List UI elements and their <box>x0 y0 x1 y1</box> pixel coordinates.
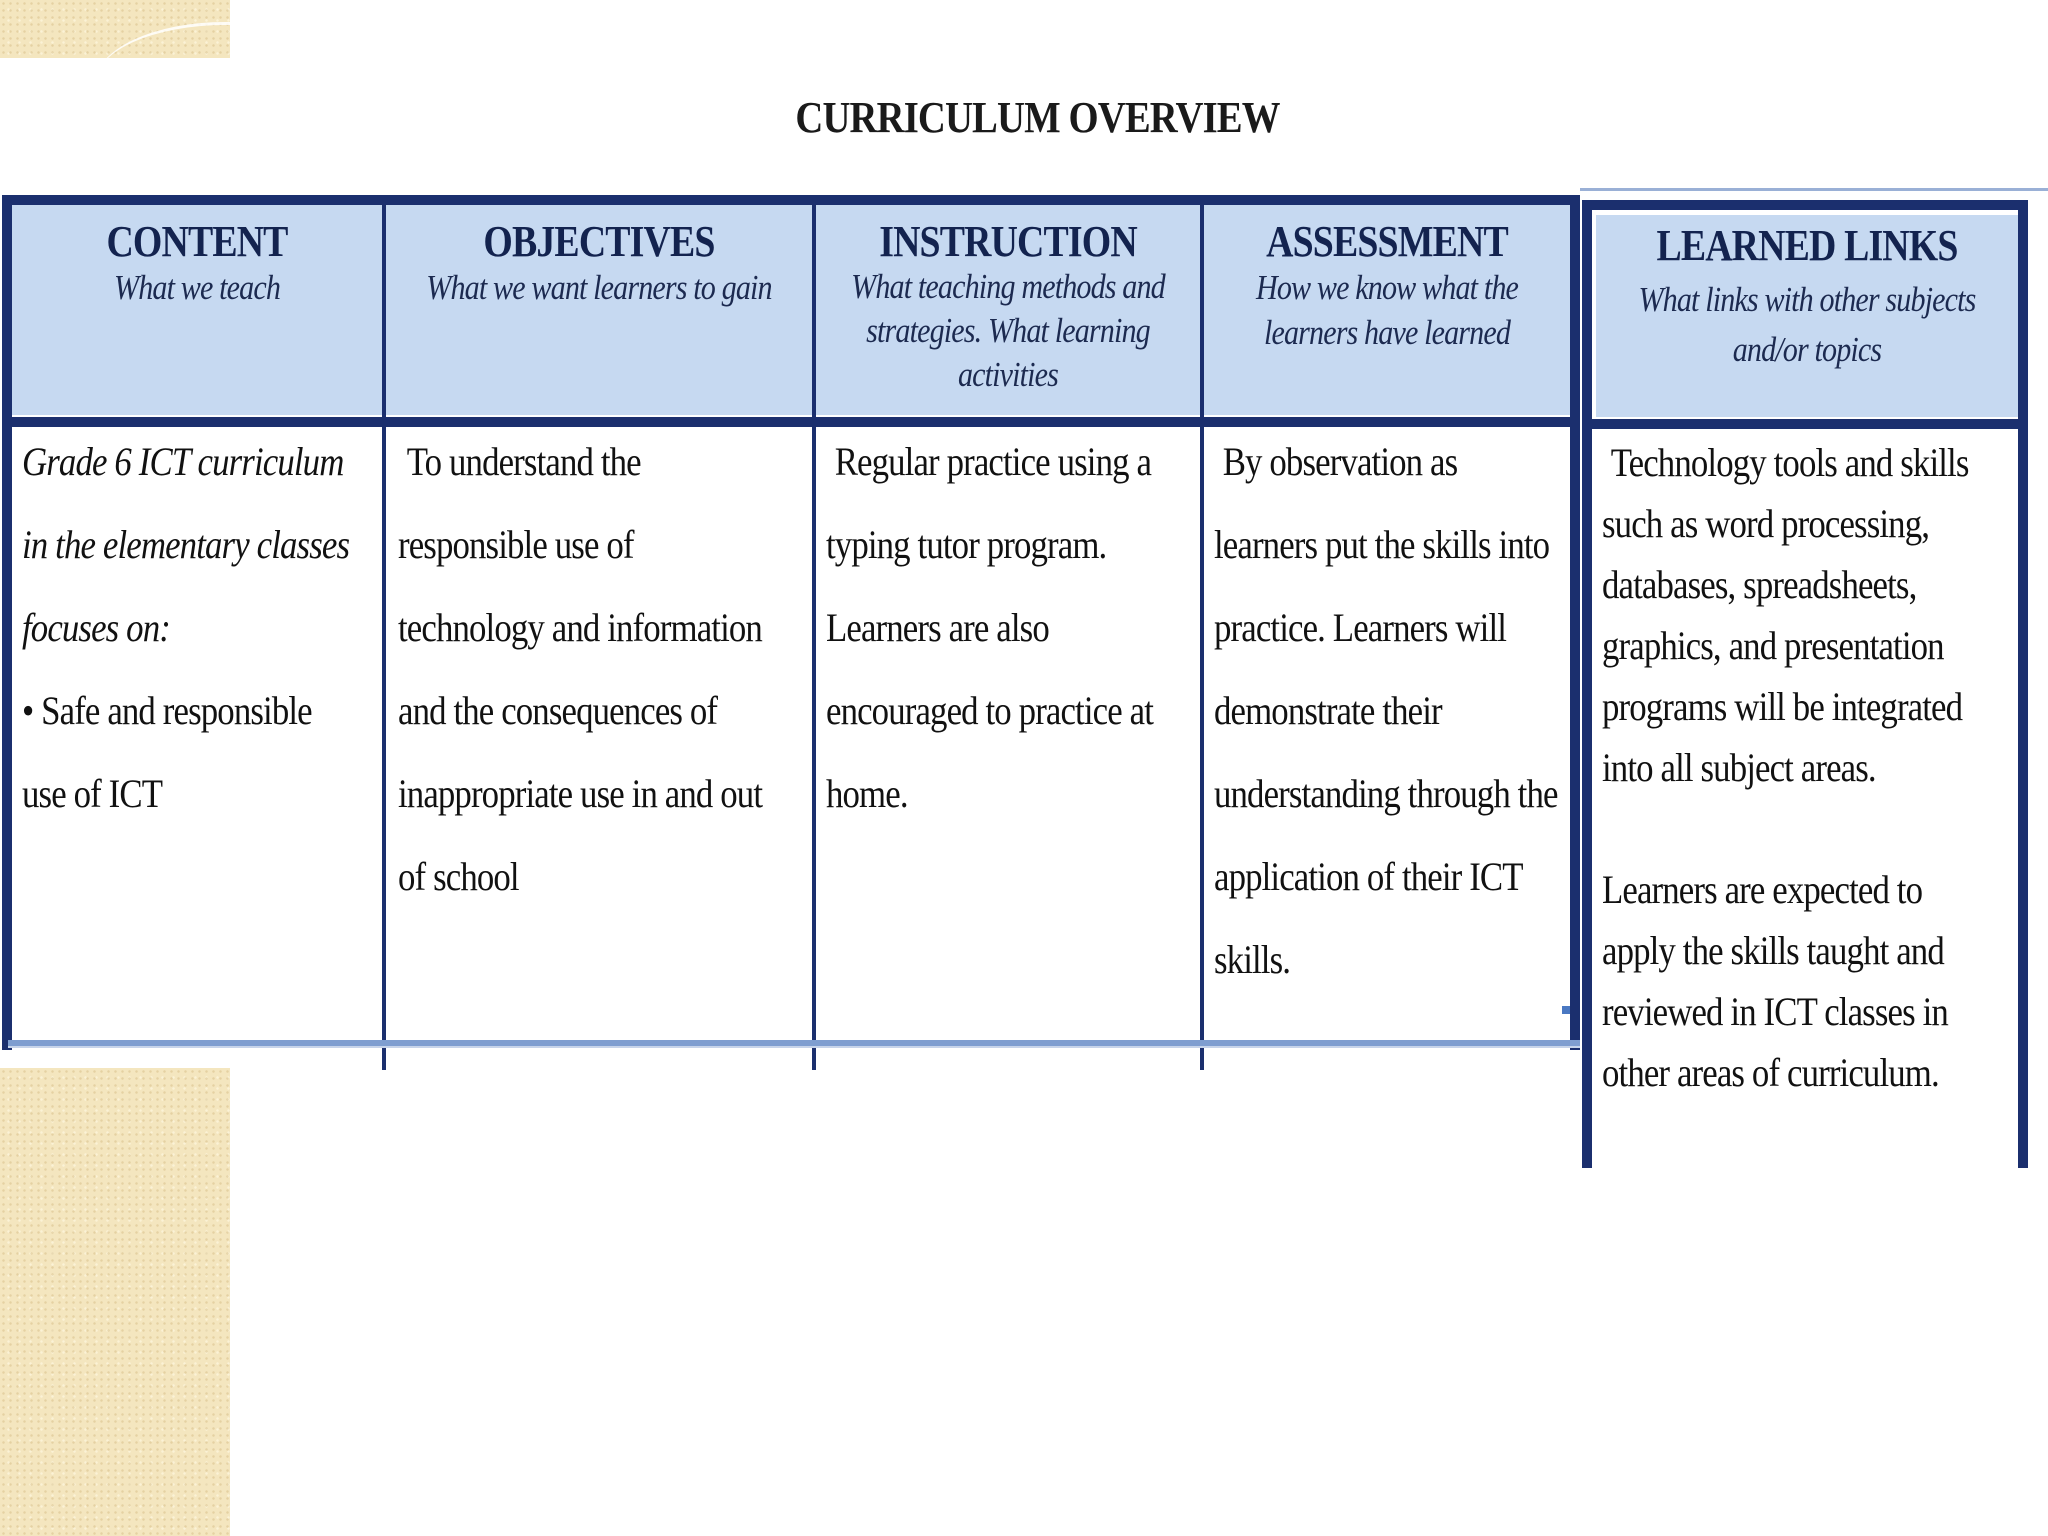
paragraph-gap <box>1602 798 2002 859</box>
table-corner-mark <box>1562 1006 1570 1014</box>
header-objectives <box>386 205 812 415</box>
header-objectives-title: OBJECTIVES <box>483 217 715 266</box>
cell-assessment-text: By observation as learners put the skills into practice. Learners will demonstrate their understanding through the application of their ICT skills. <box>1214 439 1558 982</box>
links-header-separator <box>1592 419 2020 429</box>
cell-learned-links-p1: Technology tools and skills such as word processing, databases, spreadsheets, graphics, and presentation programs will be integrated into all subject areas. <box>1602 440 1969 790</box>
header-instruction-subtitle: What teaching methods and strategies. What learning activities <box>851 267 1165 394</box>
header-assessment-subtitle: How we know what the learners have learned <box>1255 268 1519 352</box>
cell-content-bullet: • Safe and responsible use of ICT <box>22 688 312 816</box>
header-learned-links <box>1596 215 2018 417</box>
slide-title: CURRICULUM OVERVIEW <box>795 93 1280 142</box>
cell-objectives <box>398 420 778 918</box>
header-instruction <box>816 205 1200 415</box>
links-column-top-rule <box>1580 188 2048 191</box>
divider-2 <box>812 205 816 1070</box>
header-learned-links-title: LEARNED LINKS <box>1656 221 1958 270</box>
parchment-corner-decoration <box>0 0 230 58</box>
header-content <box>12 205 382 415</box>
cell-content <box>22 420 362 835</box>
cell-assessment <box>1214 420 1566 1001</box>
divider-3 <box>1200 205 1204 1070</box>
cell-instruction-text: Regular practice using a typing tutor program. Learners are also encouraged to practice at home. <box>826 439 1154 816</box>
cell-content-intro: Grade 6 ICT curriculum in the elementary classes focuses on: <box>22 439 350 650</box>
header-instruction-title: INSTRUCTION <box>879 217 1137 266</box>
parchment-side-decoration <box>0 1068 230 1536</box>
header-assessment <box>1204 205 1570 415</box>
swoosh-decoration <box>95 22 230 58</box>
divider-1 <box>382 205 386 1070</box>
header-content-title: CONTENT <box>106 217 288 266</box>
cell-learned-links-p2: Learners are expected to apply the skills taught and reviewed in ICT classes in other areas of curriculum. <box>1602 867 1948 1095</box>
cell-learned-links <box>1602 432 2002 1103</box>
header-objectives-subtitle: What we want learners to gain <box>426 268 772 307</box>
table-bottom-rule-light <box>8 1046 1580 1048</box>
header-learned-links-subtitle: What links with other subjects and/or topics <box>1638 280 1976 369</box>
cell-objectives-text: To understand the responsible use of technology and information and the consequences of inappropriate use in and out of school <box>398 439 763 899</box>
header-content-subtitle: What we teach <box>113 268 281 307</box>
header-assessment-title: ASSESSMENT <box>1266 217 1508 266</box>
cell-instruction <box>826 420 1186 835</box>
